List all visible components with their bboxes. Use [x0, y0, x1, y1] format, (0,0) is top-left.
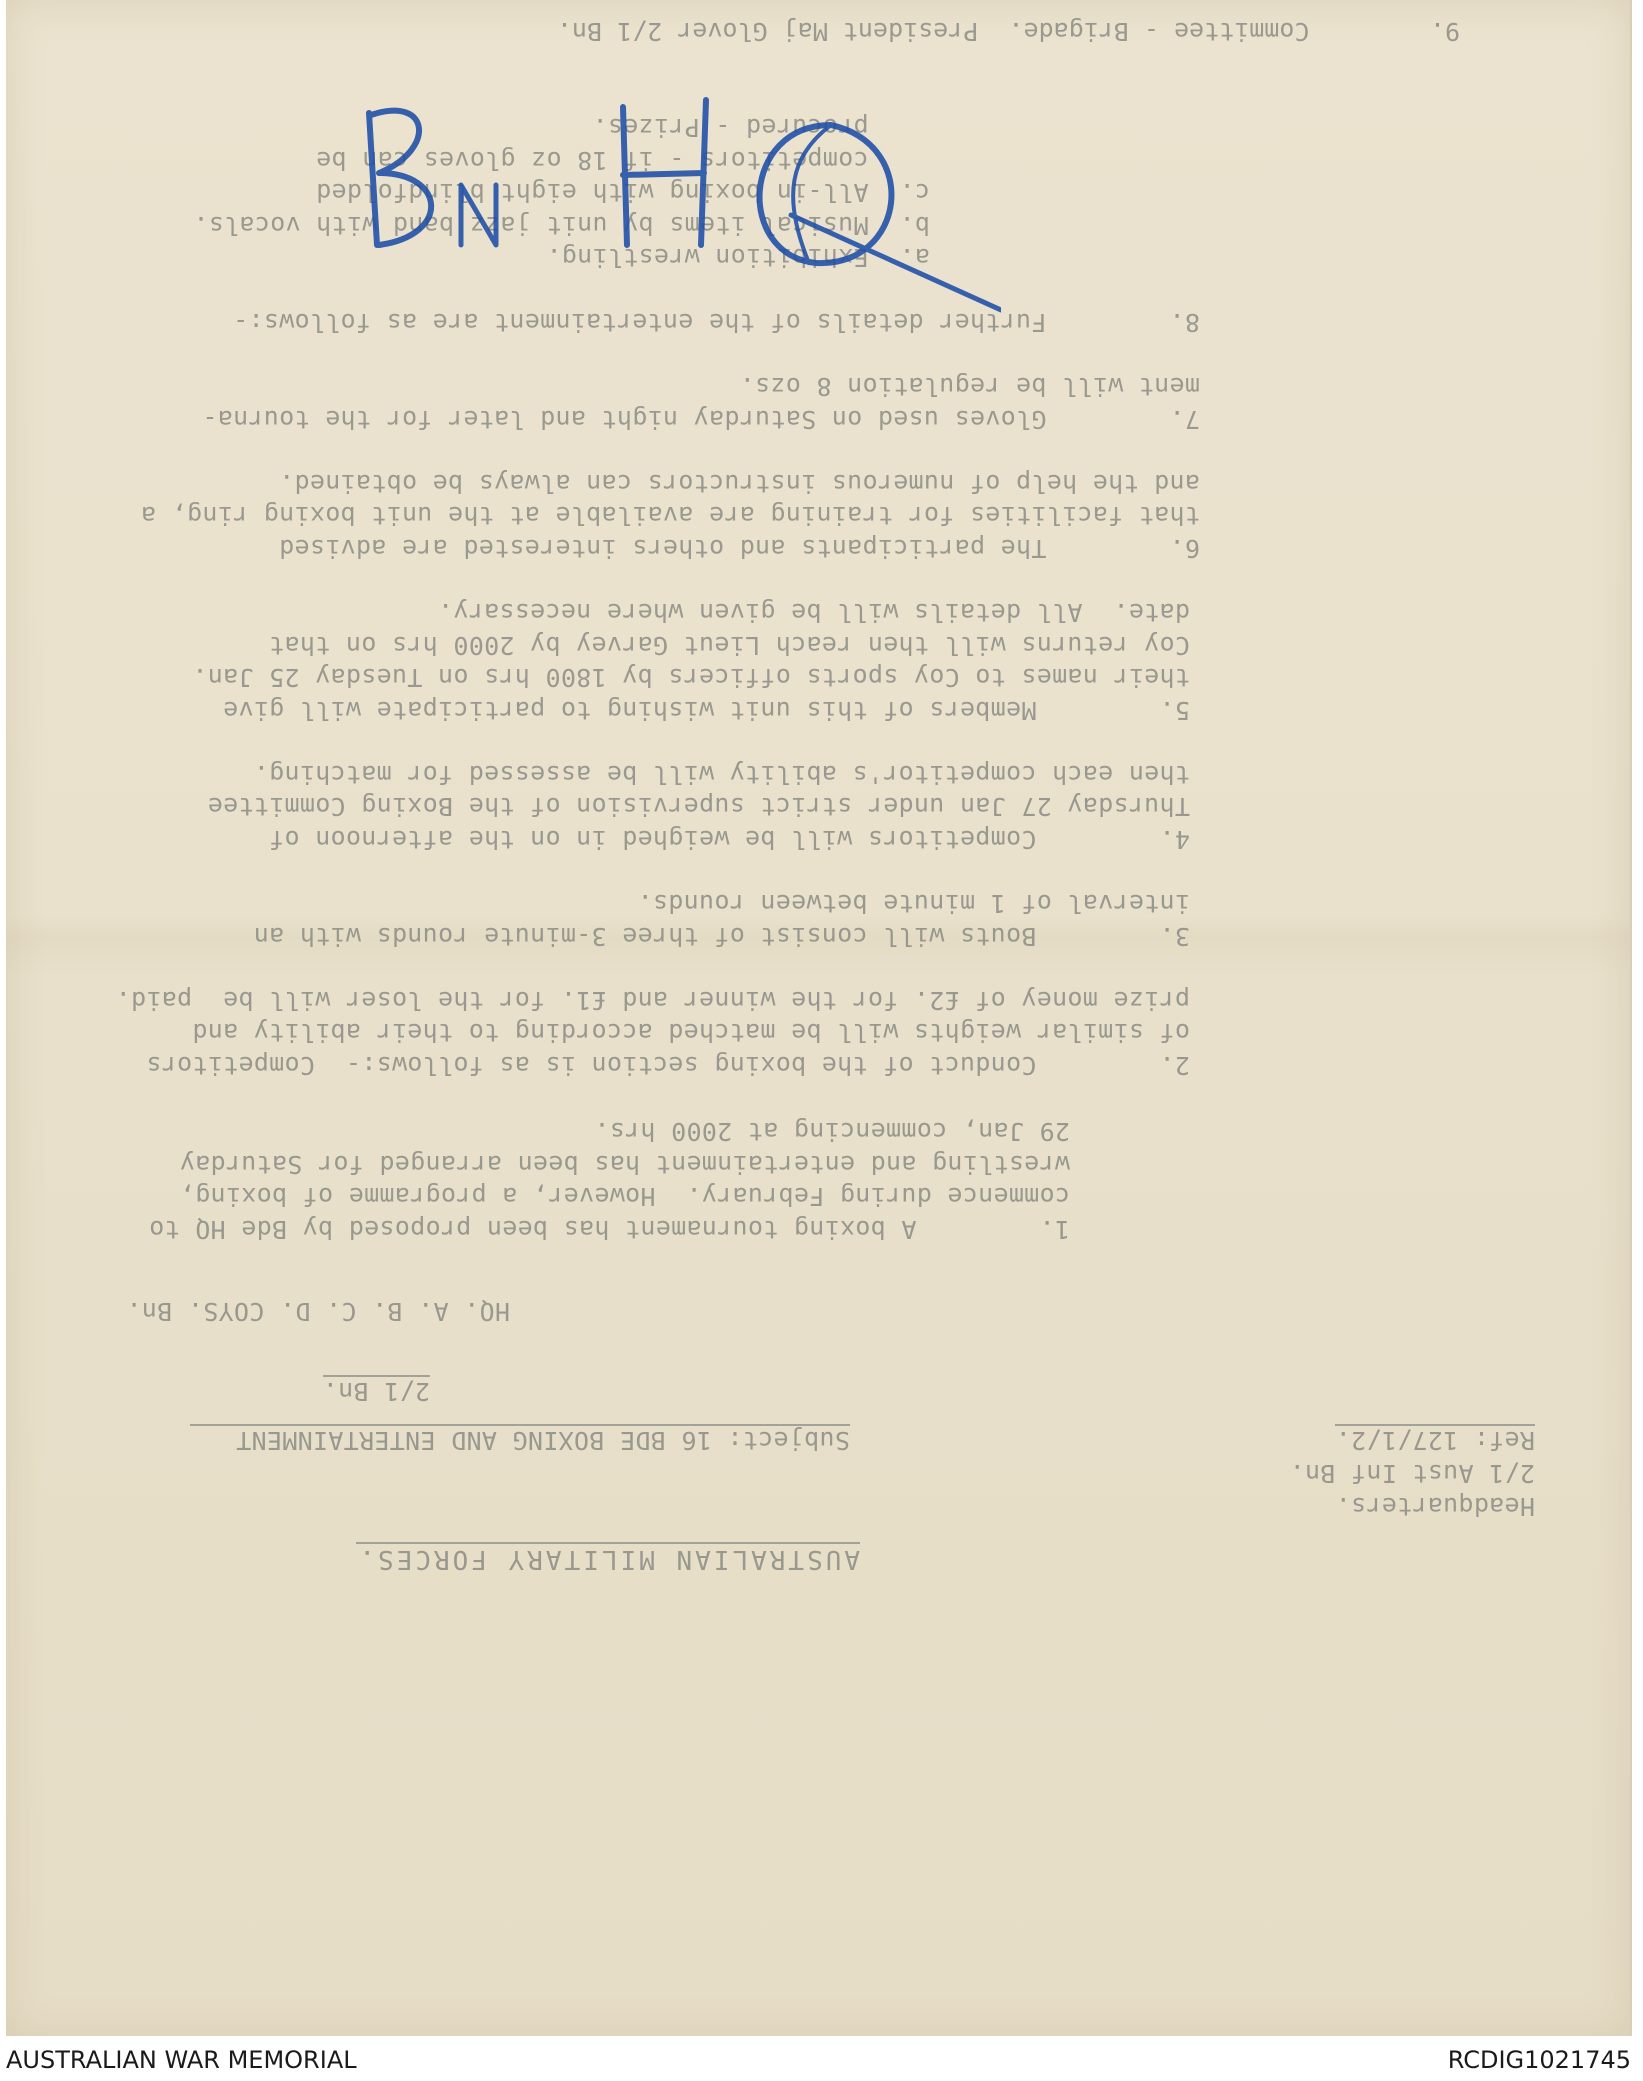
doc-heading: AUSTRALIAN MILITARY FORCES.: [356, 1544, 860, 1574]
para-4-line: Thursday 27 Jan under strict supervision of the Boxing Committee: [207, 792, 1190, 821]
para-3-line: interval of 1 minute between rounds.: [637, 889, 1190, 918]
para-2-line: of similar weights will be matched according to their ability and: [192, 1018, 1190, 1047]
para-1-line: commence during February. However, a programme of boxing,: [179, 1182, 1070, 1211]
para-8: 8. Further details of the entertainment are as follows:-: [232, 308, 1200, 337]
archive-footer: [0, 2042, 1643, 2081]
document-sheet: [6, 0, 1632, 2036]
para-3-line: 3. Bouts will consist of three 3-minute rounds with an: [253, 922, 1190, 951]
archive-credit: AUSTRALIAN WAR MEMORIAL: [6, 2046, 357, 2074]
unit-block-line: Headquarters.: [1335, 1492, 1535, 1521]
archive-reference: RCDIG1021745: [1447, 2046, 1631, 2074]
para-1-line: wrestling and entertainment has been arranged for Saturday: [179, 1150, 1070, 1179]
para-4-line: 4. Competitors will be weighed in on the afternoon of: [268, 825, 1190, 854]
ref-line: Ref: 127/1/2.: [1335, 1426, 1535, 1455]
unit-block-line: 2/1 Aust Inf Bn.: [1289, 1459, 1535, 1488]
unit-label: 2/1 Bn.: [322, 1377, 430, 1406]
para-5-line: their names to Coy sports officers by 1800 hrs on Tuesday 25 Jan.: [192, 663, 1190, 692]
para-5-line: date. All details will be given where necessary.: [437, 598, 1190, 627]
entertainment-item: a. Exhibition wrestling.: [546, 243, 930, 272]
para-1-line: 1. A boxing tournament has been proposed by Bde HQ to: [148, 1215, 1070, 1244]
entertainment-item: competitors - if 18 oz gloves can be: [315, 146, 930, 175]
para-7-line: 7. Gloves used on Saturday night and later for the tourna-: [202, 405, 1200, 434]
subject-line: Subject: 16 BDE BOXING AND ENTERTAINMENT: [190, 1424, 850, 1455]
addressee: HQ. A. B. C. D. COYS. Bn.: [126, 1297, 510, 1326]
para-6-line: 6. The participants and others interested are advised: [278, 534, 1200, 563]
para-2-line: 2. Conduct of the boxing section is as follows:- Competitors: [146, 1051, 1190, 1080]
para-4-line: then each competitor's ability will be assessed for matching.: [253, 760, 1190, 789]
para-5-line: Coy returns will then reach Lieut Garvey by 2000 hrs on that: [268, 631, 1190, 660]
handwritten-bn-hq-annotation: [361, 95, 1001, 325]
para-5-line: 5. Members of this unit wishing to participate will give: [222, 696, 1190, 725]
para-6-line: that facilities for training are available at the unit boxing ring, a: [140, 501, 1200, 530]
entertainment-item: b. Musical items by unit jazz band with vocals.: [193, 211, 930, 240]
para-2-line: prize money of £2. for the winner and £1. for the loser will be paid.: [115, 986, 1190, 1015]
para-1-line: 29 Jan, commencing at 2000 hrs.: [594, 1117, 1070, 1146]
para-9: 9. Committee - Brigade. President Maj Glover 2/1 Bn.: [556, 17, 1460, 46]
para-7-line: ment will be regulation 8 ozs.: [739, 372, 1200, 401]
entertainment-item: procured - Prizes.: [592, 113, 930, 142]
para-6-line: and the help of numerous instructors can always be obtained.: [278, 469, 1200, 498]
entertainment-item: c. All-in boxing with eight blindfolded: [315, 178, 930, 207]
